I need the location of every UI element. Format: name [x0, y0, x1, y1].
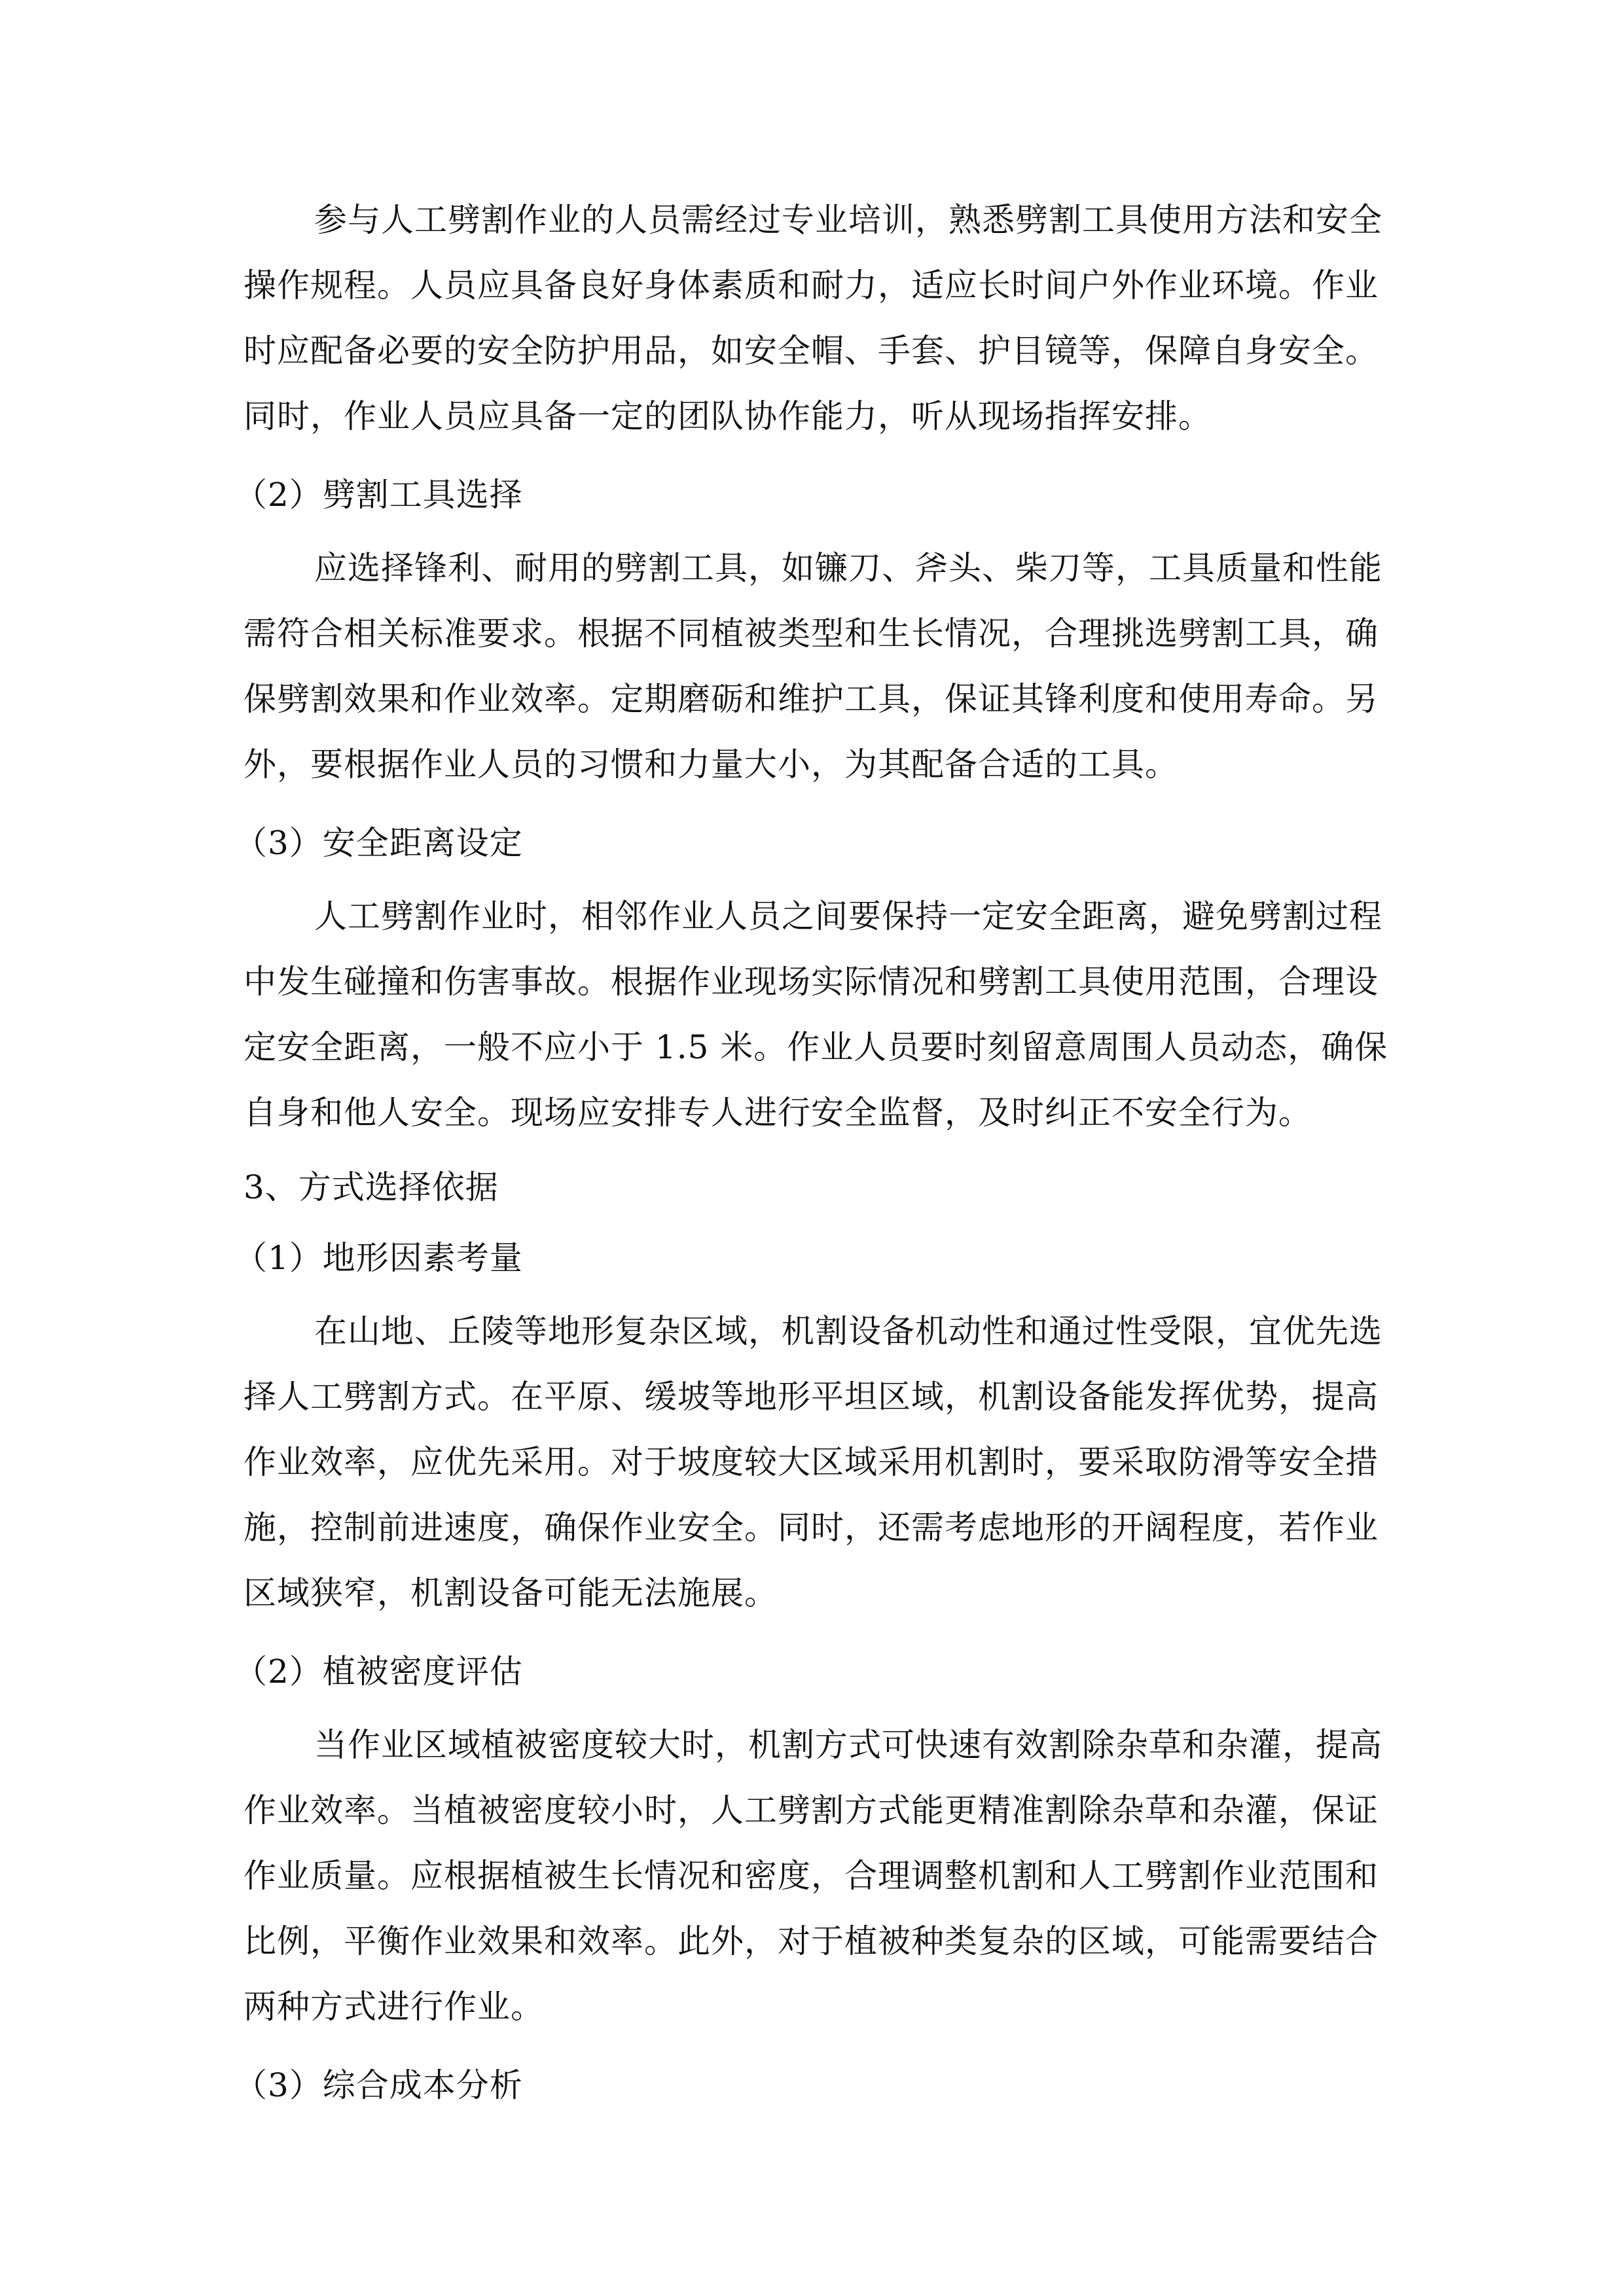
paragraph-line: 施，控制前进速度，确保作业安全。同时，还需考虑地形的开阔程度，若作业	[244, 1509, 1379, 1547]
subsection-heading: （3）安全距离设定	[234, 824, 523, 862]
subsection-heading: （2）劈割工具选择	[234, 476, 523, 514]
section-title: 3、方式选择依据	[244, 1168, 499, 1206]
paragraph-line: 作业效率。当植被密度较小时，人工劈割方式能更精准割除杂草和杂灌，保证	[244, 1791, 1379, 1829]
paragraph-line: 比例，平衡作业效果和效率。此外，对于植被种类复杂的区域，可能需要结合	[244, 1922, 1379, 1960]
paragraph-line: 区域狭窄，机割设备可能无法施展。	[244, 1574, 778, 1612]
subsection-heading: （1）地形因素考量	[234, 1239, 523, 1277]
paragraph-line: 当作业区域植被密度较大时，机割方式可快速有效割除杂草和杂灌，提高	[314, 1726, 1382, 1764]
paragraph-line: 应选择锋利、耐用的劈割工具，如镰刀、斧头、柴刀等，工具质量和性能	[314, 549, 1382, 587]
paragraph-line: 作业质量。应根据植被生长情况和密度，合理调整机割和人工劈割作业范围和	[244, 1857, 1379, 1895]
subsection-heading: （2）植被密度评估	[234, 1653, 523, 1691]
paragraph-line: 作业效率，应优先采用。对于坡度较大区域采用机割时，要采取防滑等安全措	[244, 1443, 1379, 1481]
paragraph-line: 择人工劈割方式。在平原、缓坡等地形平坦区域，机割设备能发挥优势，提高	[244, 1378, 1379, 1416]
paragraph-line: 需符合相关标准要求。根据不同植被类型和生长情况，合理挑选劈割工具，确	[244, 615, 1379, 653]
paragraph-line: 自身和他人安全。现场应安排专人进行安全监督，及时纠正不安全行为。	[244, 1094, 1312, 1132]
paragraph-line: 定安全距离，一般不应小于 1.5 米。作业人员要时刻留意周围人员动态，确保	[244, 1028, 1388, 1066]
paragraph-line: 中发生碰撞和伤害事故。根据作业现场实际情况和劈割工具使用范围，合理设	[244, 963, 1379, 1001]
paragraph-line: 两种方式进行作业。	[244, 1988, 544, 2026]
paragraph-line: 人工劈割作业时，相邻作业人员之间要保持一定安全距离，避免劈割过程	[314, 897, 1382, 935]
paragraph-line: 在山地、丘陵等地形复杂区域，机割设备机动性和通过性受限，宜优先选	[314, 1312, 1382, 1350]
paragraph-line: 外，要根据作业人员的习惯和力量大小，为其配备合适的工具。	[244, 745, 1178, 783]
paragraph-line: 保劈割效果和作业效率。定期磨砺和维护工具，保证其锋利度和使用寿命。另	[244, 680, 1379, 718]
paragraph-line: 操作规程。人员应具备良好身体素质和耐力，适应长时间户外作业环境。作业	[244, 266, 1379, 304]
paragraph-line: 同时，作业人员应具备一定的团队协作能力，听从现场指挥安排。	[244, 397, 1212, 435]
subsection-heading: （3）综合成本分析	[234, 2066, 523, 2104]
paragraph-line: 时应配备必要的安全防护用品，如安全帽、手套、护目镜等，保障自身安全。	[244, 332, 1379, 370]
paragraph-line: 参与人工劈割作业的人员需经过专业培训，熟悉劈割工具使用方法和安全	[314, 201, 1382, 239]
